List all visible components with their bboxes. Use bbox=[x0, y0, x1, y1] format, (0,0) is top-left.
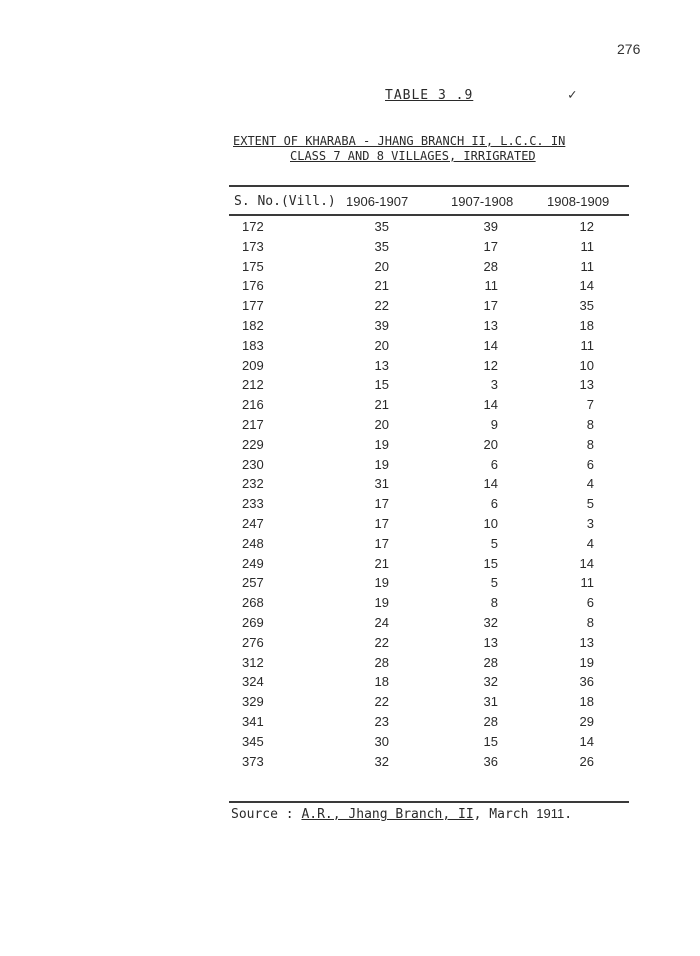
table-row bbox=[229, 417, 629, 437]
cell-1906-1907: 28 bbox=[374, 654, 389, 670]
cell-1907-1908: 20 bbox=[483, 436, 498, 452]
cell-1907-1908: 31 bbox=[483, 694, 498, 710]
cell-village-no: 229 bbox=[242, 436, 264, 452]
cell-1908-1909: 3 bbox=[586, 515, 594, 531]
cell-village-no: 269 bbox=[242, 614, 264, 630]
cell-1908-1909: 11 bbox=[580, 258, 594, 274]
cell-1908-1909: 14 bbox=[579, 555, 594, 571]
cell-1908-1909: 4 bbox=[586, 476, 594, 492]
cell-1907-1908: 6 bbox=[490, 496, 498, 512]
table-row bbox=[229, 457, 629, 477]
cell-village-no: 217 bbox=[242, 416, 264, 432]
table-row bbox=[229, 754, 629, 774]
cell-1907-1908: 17 bbox=[483, 298, 498, 314]
cell-village-no: 232 bbox=[242, 476, 264, 492]
source-suffix: , March bbox=[473, 807, 537, 822]
cell-1907-1908: 28 bbox=[483, 654, 498, 670]
cell-1908-1909: 18 bbox=[579, 694, 594, 710]
cell-1906-1907: 15 bbox=[374, 377, 389, 393]
cell-village-no: 247 bbox=[242, 515, 264, 531]
table-bottom-rule bbox=[229, 801, 629, 803]
source-reference: A.R., Jhang Branch, II bbox=[301, 807, 474, 822]
header-1908-1909: 1908-1909 bbox=[547, 194, 610, 209]
table-row bbox=[229, 476, 629, 496]
source-note bbox=[231, 806, 572, 822]
cell-1907-1908: 32 bbox=[483, 614, 498, 630]
table-row bbox=[229, 318, 629, 338]
table-row bbox=[229, 358, 629, 378]
cell-village-no: 173 bbox=[242, 238, 264, 254]
cell-village-no: 177 bbox=[242, 298, 264, 314]
table-row bbox=[229, 239, 629, 259]
cell-1908-1909: 18 bbox=[579, 317, 594, 333]
cell-1907-1908: 14 bbox=[483, 476, 498, 492]
cell-village-no: 341 bbox=[242, 713, 264, 729]
cell-1908-1909: 8 bbox=[586, 614, 594, 630]
cell-village-no: 324 bbox=[242, 674, 264, 690]
table-row bbox=[229, 575, 629, 595]
source-end: . bbox=[564, 807, 573, 822]
cell-1908-1909: 26 bbox=[579, 753, 594, 769]
cell-1908-1909: 6 bbox=[586, 595, 594, 611]
cell-1906-1907: 22 bbox=[374, 634, 389, 650]
cell-village-no: 329 bbox=[242, 694, 264, 710]
cell-1907-1908: 5 bbox=[490, 535, 498, 551]
cell-1906-1907: 39 bbox=[374, 317, 389, 333]
table-top-rule bbox=[229, 185, 629, 187]
table-row bbox=[229, 556, 629, 576]
table-row bbox=[229, 615, 629, 635]
table-row bbox=[229, 674, 629, 694]
page-number: 276 bbox=[617, 41, 641, 57]
table-row bbox=[229, 437, 629, 457]
cell-1908-1909: 6 bbox=[586, 456, 594, 472]
cell-1906-1907: 18 bbox=[374, 674, 389, 690]
cell-1908-1909: 12 bbox=[579, 219, 594, 234]
table-row bbox=[229, 516, 629, 536]
cell-1906-1907: 19 bbox=[374, 595, 389, 611]
table-header-rule bbox=[229, 214, 629, 216]
table-label: TABLE 3 .9 bbox=[385, 88, 474, 103]
cell-1906-1907: 30 bbox=[374, 733, 389, 749]
cell-1907-1908: 15 bbox=[483, 733, 498, 749]
cell-1908-1909: 4 bbox=[586, 535, 594, 551]
cell-village-no: 312 bbox=[242, 654, 264, 670]
cell-1908-1909: 8 bbox=[586, 436, 594, 452]
cell-1907-1908: 5 bbox=[490, 575, 498, 591]
cell-village-no: 345 bbox=[242, 733, 264, 749]
cell-1908-1909: 13 bbox=[579, 634, 594, 650]
table-row bbox=[229, 734, 629, 754]
cell-village-no: 216 bbox=[242, 397, 264, 413]
cell-1906-1907: 21 bbox=[374, 278, 389, 294]
cell-village-no: 230 bbox=[242, 456, 264, 472]
cell-1908-1909: 10 bbox=[579, 357, 594, 373]
cell-1907-1908: 17 bbox=[483, 238, 498, 254]
table-row bbox=[229, 694, 629, 714]
cell-1908-1909: 14 bbox=[579, 278, 594, 294]
cell-1907-1908: 13 bbox=[483, 317, 498, 333]
cell-1907-1908: 15 bbox=[483, 555, 498, 571]
cell-1907-1908: 3 bbox=[490, 377, 498, 393]
cell-1907-1908: 12 bbox=[483, 357, 498, 373]
cell-1908-1909: 14 bbox=[579, 733, 594, 749]
table-row bbox=[229, 536, 629, 556]
cell-1906-1907: 35 bbox=[374, 238, 389, 254]
cell-1906-1907: 22 bbox=[374, 298, 389, 314]
cell-1906-1907: 19 bbox=[374, 436, 389, 452]
cell-village-no: 233 bbox=[242, 496, 264, 512]
table-row bbox=[229, 278, 629, 298]
cell-1906-1907: 31 bbox=[374, 476, 389, 492]
cell-1906-1907: 17 bbox=[374, 535, 389, 551]
cell-village-no: 212 bbox=[242, 377, 264, 393]
cell-1908-1909: 19 bbox=[579, 654, 594, 670]
cell-1906-1907: 20 bbox=[374, 258, 389, 274]
cell-village-no: 276 bbox=[242, 634, 264, 650]
cell-1907-1908: 14 bbox=[483, 397, 498, 413]
cell-village-no: 373 bbox=[242, 753, 264, 769]
cell-1906-1907: 22 bbox=[374, 694, 389, 710]
cell-1908-1909: 5 bbox=[586, 496, 594, 512]
header-1906-1907: 1906-1907 bbox=[346, 194, 409, 209]
cell-1907-1908: 13 bbox=[483, 634, 498, 650]
cell-1907-1908: 11 bbox=[484, 278, 498, 294]
cell-1907-1908: 36 bbox=[483, 753, 498, 769]
cell-1908-1909: 35 bbox=[579, 298, 594, 314]
cell-1906-1907: 35 bbox=[374, 219, 389, 234]
cell-1906-1907: 17 bbox=[374, 515, 389, 531]
table-row bbox=[229, 595, 629, 615]
table-row bbox=[229, 259, 629, 279]
cell-1906-1907: 24 bbox=[374, 614, 389, 630]
cell-village-no: 176 bbox=[242, 278, 264, 294]
table-row bbox=[229, 397, 629, 417]
cell-1908-1909: 36 bbox=[579, 674, 594, 690]
cell-village-no: 209 bbox=[242, 357, 264, 373]
cell-1908-1909: 29 bbox=[579, 713, 594, 729]
cell-1907-1908: 32 bbox=[483, 674, 498, 690]
cell-1906-1907: 13 bbox=[374, 357, 389, 373]
cell-1906-1907: 21 bbox=[374, 397, 389, 413]
cell-1908-1909: 11 bbox=[580, 337, 594, 353]
table-row bbox=[229, 377, 629, 397]
cell-1907-1908: 6 bbox=[490, 456, 498, 472]
header-village-no: S. No.(Vill.) bbox=[234, 194, 336, 209]
cell-1907-1908: 10 bbox=[483, 515, 498, 531]
cell-1906-1907: 19 bbox=[374, 575, 389, 591]
cell-village-no: 257 bbox=[242, 575, 264, 591]
table-body bbox=[229, 219, 629, 773]
table-row bbox=[229, 219, 629, 239]
source-prefix: Source : bbox=[231, 807, 302, 822]
cell-1906-1907: 32 bbox=[374, 753, 389, 769]
cell-1907-1908: 28 bbox=[483, 713, 498, 729]
cell-1906-1907: 21 bbox=[374, 555, 389, 571]
table-title-line-1: EXTENT OF KHARABA - JHANG BRANCH II, L.C.C. IN bbox=[233, 134, 566, 148]
cell-village-no: 183 bbox=[242, 337, 264, 353]
table-row bbox=[229, 496, 629, 516]
cell-1908-1909: 11 bbox=[580, 575, 594, 591]
cell-village-no: 248 bbox=[242, 535, 264, 551]
header-1907-1908: 1907-1908 bbox=[451, 194, 514, 209]
table-row bbox=[229, 635, 629, 655]
cell-village-no: 172 bbox=[242, 219, 264, 234]
table-row bbox=[229, 298, 629, 318]
table-row bbox=[229, 714, 629, 734]
cell-village-no: 182 bbox=[242, 317, 264, 333]
cell-1908-1909: 7 bbox=[586, 397, 594, 413]
table-row bbox=[229, 338, 629, 358]
table-title-line-2: CLASS 7 AND 8 VILLAGES, IRRIGRATED bbox=[290, 149, 536, 163]
cell-village-no: 175 bbox=[242, 258, 264, 274]
cell-1906-1907: 20 bbox=[374, 416, 389, 432]
cell-1908-1909: 8 bbox=[586, 416, 594, 432]
cell-village-no: 249 bbox=[242, 555, 264, 571]
cell-1907-1908: 14 bbox=[483, 337, 498, 353]
cell-village-no: 268 bbox=[242, 595, 264, 611]
cell-1907-1908: 39 bbox=[483, 219, 498, 234]
table-header-row bbox=[229, 194, 629, 212]
cell-1908-1909: 13 bbox=[579, 377, 594, 393]
cell-1906-1907: 23 bbox=[374, 713, 389, 729]
cell-1906-1907: 19 bbox=[374, 456, 389, 472]
cell-1908-1909: 11 bbox=[580, 238, 594, 254]
table-row bbox=[229, 655, 629, 675]
source-year: 1911 bbox=[536, 806, 565, 821]
check-mark: ✓ bbox=[568, 87, 577, 103]
cell-1907-1908: 28 bbox=[483, 258, 498, 274]
cell-1907-1908: 8 bbox=[490, 595, 498, 611]
cell-1906-1907: 20 bbox=[374, 337, 389, 353]
cell-1906-1907: 17 bbox=[374, 496, 389, 512]
cell-1907-1908: 9 bbox=[490, 416, 498, 432]
